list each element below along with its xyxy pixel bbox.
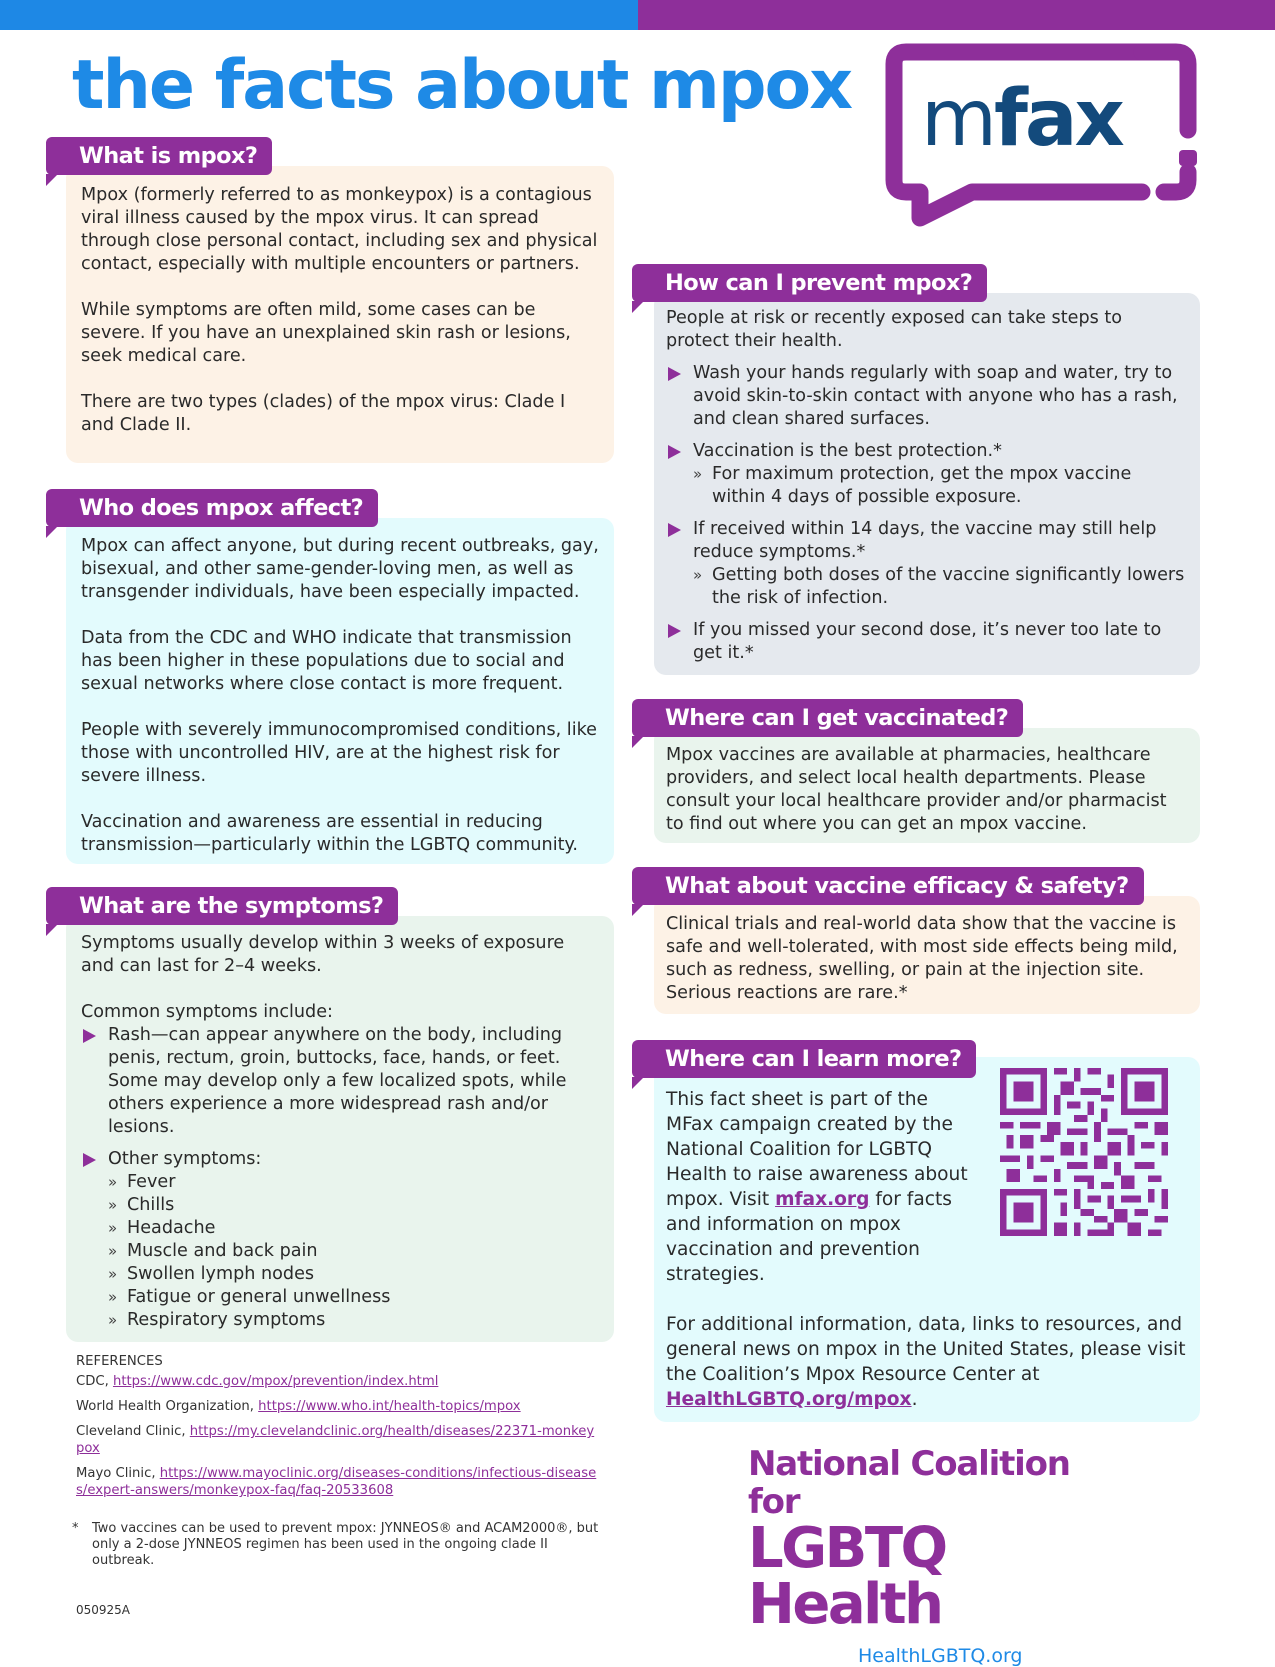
sub-list — [693, 564, 1186, 610]
paragraph — [666, 1312, 1186, 1412]
list-item: » For maximum protection, get the mpox vaccine within 4 days of possible exposure. — [693, 463, 1186, 509]
text: . — [911, 1389, 918, 1410]
list-item: » Swollen lymph nodes — [108, 1263, 602, 1286]
list-item: » Fatigue or general unwellness — [108, 1286, 602, 1309]
text: This fact sheet is part of the MFax campaign created by the National Coalition for LGBTQ Health to raise awareness about mpox. Visit — [666, 1089, 968, 1210]
text: For additional information, data, links to resources, and general news on mpox in the United States, please visit the Coalition’s Mpox Resource Center at — [666, 1314, 1186, 1385]
footnote-star: * — [72, 1521, 79, 1536]
paragraph: While symptoms are often mild, some cases can be severe. If you have an unexplained skin rash or lesions, seek medical care. — [81, 300, 571, 366]
mfax-logo — [880, 38, 1210, 233]
heading-where-can-i-get-vaccinated: Where can I get vaccinated? — [632, 699, 1023, 737]
list-item — [81, 1148, 602, 1332]
reference-item — [76, 1398, 602, 1415]
coalition-url[interactable]: HealthLGBTQ.org — [858, 1645, 1023, 1667]
list-item: » Getting both doses of the vaccine significantly lowers the risk of infection. — [693, 564, 1186, 610]
other-symptoms-list — [108, 1171, 602, 1332]
reference-source: CDC, — [76, 1374, 113, 1389]
resource-center-link[interactable]: HealthLGBTQ.org/mpox — [666, 1389, 912, 1410]
list-item: Rash—can appear anywhere on the body, including penis, rectum, groin, buttocks, face, hands, or feet. Some may develop only a few localized spots, while others experience a more widespread rash and/or lesions. — [81, 1024, 602, 1139]
reference-item — [76, 1465, 602, 1499]
list-item — [666, 440, 1186, 509]
qr-code-icon[interactable] — [1000, 1068, 1168, 1236]
paragraph: People at risk or recently exposed can take steps to protect their health. — [666, 308, 1123, 351]
heading-how-can-i-prevent-mpox: How can I prevent mpox? — [632, 264, 987, 302]
reference-link[interactable]: https://www.cdc.gov/mpox/prevention/index.html — [112, 1374, 439, 1389]
reference-source: Cleveland Clinic, — [76, 1424, 190, 1439]
paragraph: Common symptoms include: — [81, 1002, 333, 1022]
reference-item — [76, 1423, 602, 1457]
footnote-text: Two vaccines can be used to prevent mpox: JYNNEOS® and ACAM2000®, but only a 2-dose JYNNEOS regimen has been used in the ongoing clade II outbreak. — [92, 1521, 599, 1568]
other-symptoms-label: Other symptoms: — [108, 1149, 262, 1169]
references — [72, 1353, 602, 1507]
heading-what-is-mpox: What is mpox? — [46, 137, 272, 175]
paragraph: Clinical trials and real-world data show that the vaccine is safe and well-tolerated, with most side effects being mild, such as redness, swelling, or pain at the injection site. Serious reactions are rare.* — [666, 914, 1178, 1003]
paragraph: Vaccination and awareness are essential in reducing transmission—particularly within the LGBTQ community. — [81, 812, 578, 855]
paragraph: Mpox vaccines are available at pharmacies, healthcare providers, and select local health departments. Please consult your local healthcare provider and/or pharmacist to find out where you can get an mpox vaccine. — [666, 745, 1167, 834]
coalition-logo — [748, 1445, 1128, 1667]
paragraph: Mpox can affect anyone, but during recent outbreaks, gay, bisexual, and other same-gender-loving men, as well as transgender individuals, have been especially impacted. — [81, 536, 599, 602]
section-where-vaccinated — [654, 728, 1200, 843]
mfax-link[interactable]: mfax.org — [775, 1189, 870, 1210]
reference-source: Mayo Clinic, — [76, 1466, 160, 1481]
list-item: Wash your hands regularly with soap and water, try to avoid skin-to-skin contact with anyone who has a rash, and clean shared surfaces. — [666, 362, 1186, 431]
page-title: the facts about mpox — [72, 46, 852, 125]
top-bar-blue — [0, 0, 638, 30]
section-symptoms — [66, 916, 614, 1342]
list-item — [666, 518, 1186, 610]
list-item: » Chills — [108, 1194, 602, 1217]
section-what-is-mpox — [66, 166, 614, 463]
heading-who-does-mpox-affect: Who does mpox affect? — [46, 489, 378, 527]
footnote — [72, 1521, 612, 1569]
section-prevent — [654, 293, 1200, 675]
reference-link[interactable]: https://www.who.int/health-topics/mpox — [258, 1399, 521, 1414]
section-efficacy — [654, 896, 1200, 1014]
document-code: 050925A — [76, 1603, 131, 1617]
reference-source: World Health Organization, — [76, 1399, 259, 1414]
list-item: » Fever — [108, 1171, 602, 1194]
text: for facts and information on mpox vaccination and prevention strategies. — [666, 1189, 952, 1285]
paragraph: Symptoms usually develop within 3 weeks of exposure and can last for 2–4 weeks. — [81, 933, 565, 976]
reference-item — [76, 1373, 602, 1390]
bullet-text: Vaccination is the best protection.* — [693, 441, 1002, 461]
bullet-text: If received within 14 days, the vaccine may still help reduce symptoms.* — [693, 519, 1157, 562]
section-who-does-mpox-affect — [66, 518, 614, 864]
heading-where-can-i-learn-more: Where can I learn more? — [632, 1040, 976, 1078]
paragraph: Data from the CDC and WHO indicate that transmission has been higher in these populations due to social and sexual networks where close contact is more frequent. — [81, 628, 572, 694]
list-item: » Headache — [108, 1217, 602, 1240]
prevention-list — [666, 362, 1186, 665]
paragraph: Mpox (formerly referred to as monkeypox) is a contagious viral illness caused by the mpox virus. It can spread through close personal contact, including sex and physical contact, especially with multiple encounters or partners. — [81, 185, 598, 274]
symptoms-list — [81, 1024, 602, 1332]
heading-what-are-the-symptoms: What are the symptoms? — [46, 887, 398, 925]
sub-list — [693, 463, 1186, 509]
list-item: » Respiratory symptoms — [108, 1309, 602, 1332]
logo-fax: fax — [993, 74, 1122, 164]
paragraph: There are two types (clades) of the mpox virus: Clade I and Clade II. — [81, 392, 566, 435]
reference-link[interactable]: https://my.clevelandclinic.org/health/diseases/22371-monkeypox — [76, 1424, 595, 1456]
list-item: » Muscle and back pain — [108, 1240, 602, 1263]
heading-vaccine-efficacy-safety: What about vaccine efficacy & safety? — [632, 867, 1144, 905]
coalition-logo-line2: LGBTQ Health — [748, 1516, 946, 1637]
coalition-logo-line1: National Coalition for — [748, 1444, 1070, 1522]
reference-link[interactable]: https://www.mayoclinic.org/diseases-conditions/infectious-diseases/expert-answers/monkeypox-faq/faq-20533608 — [76, 1466, 597, 1498]
list-item: If you missed your second dose, it’s never too late to get it.* — [666, 619, 1186, 665]
logo-m: m — [921, 74, 994, 164]
references-heading: REFERENCES — [76, 1354, 163, 1369]
top-bar-purple — [638, 0, 1275, 30]
paragraph — [666, 1087, 971, 1287]
paragraph: People with severely immunocompromised conditions, like those with uncontrolled HIV, are at the highest risk for severe illness. — [81, 720, 597, 786]
